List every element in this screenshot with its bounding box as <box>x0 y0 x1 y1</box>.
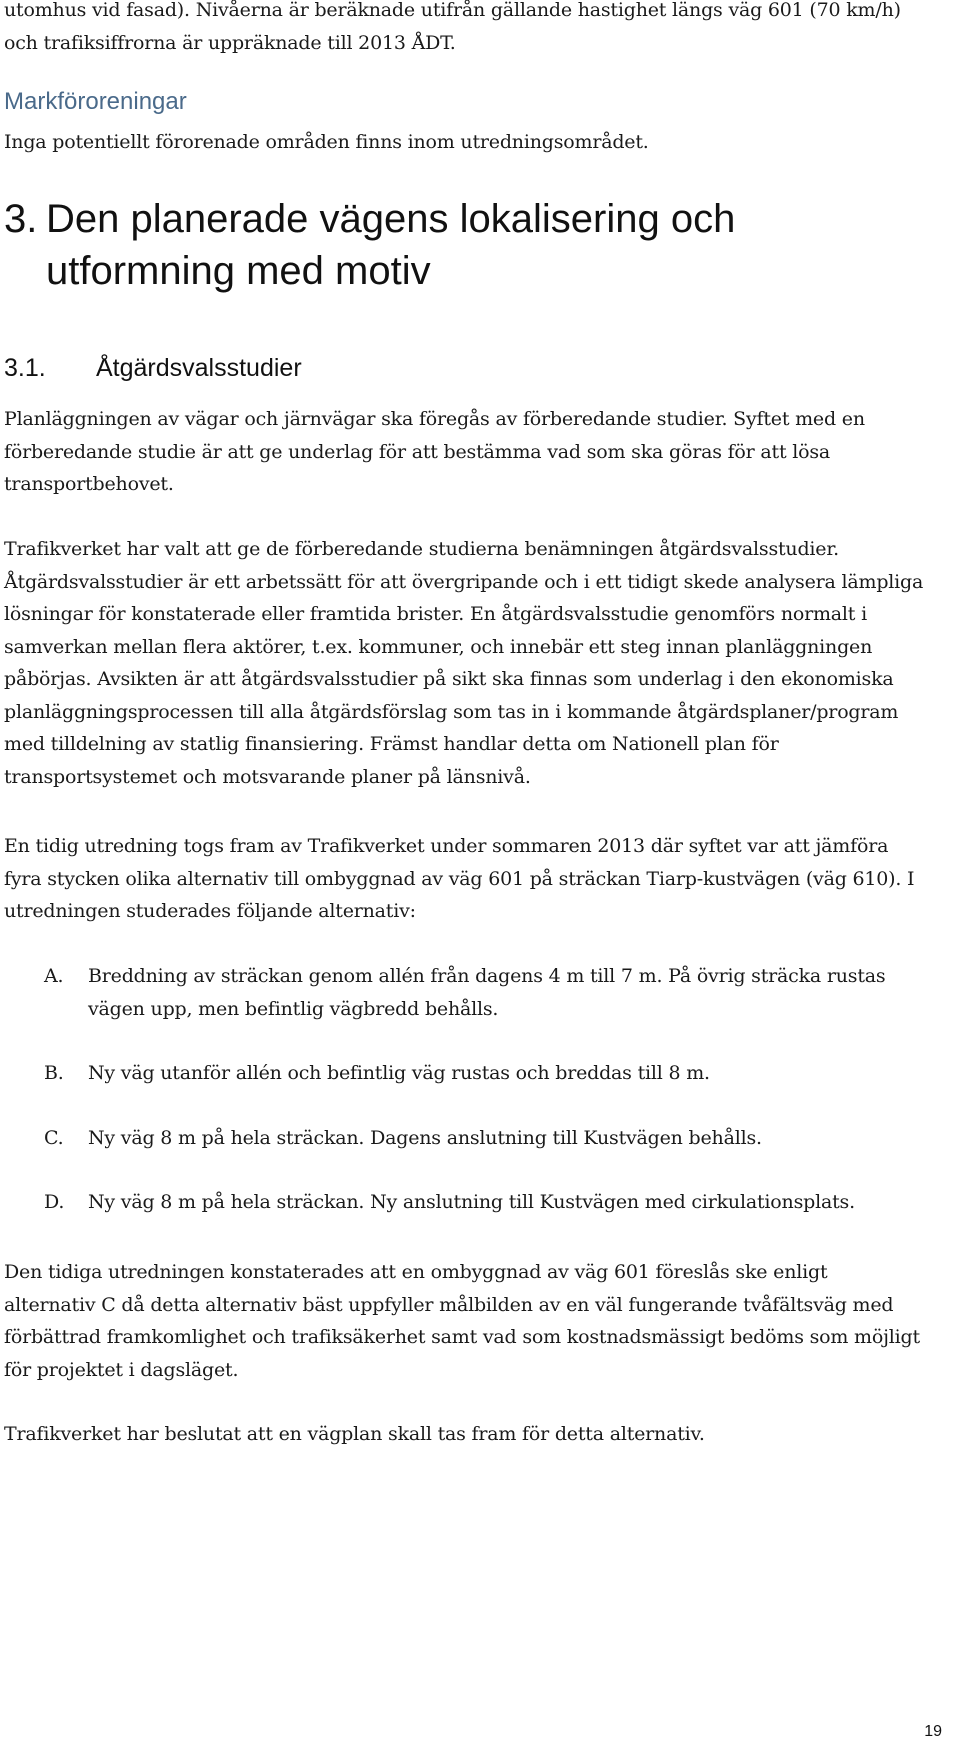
section-3-1-paragraph-4: Den tidiga utredningen konstaterades att en ombyggnad av väg 601 föreslås ske enligt alternativ C då detta alternativ bäst uppfyller målbilden av en väl fungerande tvåfältsväg med förbättrad framkomlighet och trafiksäkerhet samt vad som kostnadsmässigt bedöms som möjligt för projektet i dagsläget. <box>4 1261 920 1381</box>
alternative-marker: C. <box>44 1126 64 1149</box>
alternative-text: Ny väg 8 m på hela sträckan. Dagens anslutning till Kustvägen behålls. <box>88 1126 762 1149</box>
alternative-text: Ny väg utanför allén och befintlig väg rustas och breddas till 8 m. <box>88 1062 710 1084</box>
alternative-text: Breddning av sträckan genom allén från dagens 4 m till 7 m. På övrig sträcka rustas vägen upp, men befintlig vägbredd behålls. <box>88 965 886 1020</box>
section-3-1-title: Åtgärdsvalsstudier <box>96 354 302 382</box>
section-3-number: 3. <box>4 197 38 241</box>
intro-paragraph: utomhus vid fasad). Nivåerna är beräknade utifrån gällande hastighet längs väg 601 (70 km/h) och trafiksiffrorna är uppräknade till 2013 ÅDT. <box>4 0 901 54</box>
alternative-item <box>4 1057 924 1090</box>
alternative-item <box>4 1186 924 1219</box>
section-3-heading <box>4 193 904 297</box>
section-3-title: Den planerade vägens lokalisering och utformning med motiv <box>46 197 736 293</box>
alternative-marker: B. <box>44 1062 64 1084</box>
section-3-1-paragraph-5: Trafikverket har beslutat att en vägplan skall tas fram för detta alternativ. <box>4 1423 705 1445</box>
section-3-1-number: 3.1. <box>4 354 46 382</box>
alternative-marker: D. <box>44 1191 65 1213</box>
markfororeningar-paragraph: Inga potentiellt förorenade områden finns inom utredningsområdet. <box>4 131 649 153</box>
alternative-marker: A. <box>44 965 64 987</box>
markfororeningar-heading: Markföroreningar <box>4 88 187 115</box>
section-3-1-paragraph-2: Trafikverket har valt att ge de förberedande studierna benämningen åtgärdsvalsstudier. Åtgärdsvalsstudier är ett arbetssätt för att övergripande och i ett tidigt skede analysera lämpliga lösningar för konstaterade eller framtida brister. En åtgärdsvalsstudie genomförs normalt i samverkan mellan flera aktörer, t.ex. kommuner, och innebär ett steg innan planläggningen påbörjas. Avsikten är att åtgärdsvalsstudier på sikt ska finnas som underlag i den ekonomiska planläggningsprocessen till alla åtgärdsförslag som tas in i kommande åtgärdsplaner/program med tilldelning av statlig finansiering. Främst handlar detta om Nationell plan för transportsystemet och motsvarande planer på länsnivå. <box>4 538 924 788</box>
alternative-text: Ny väg 8 m på hela sträckan. Ny anslutning till Kustvägen med cirkulationsplats. <box>88 1191 855 1213</box>
alternative-item <box>4 960 924 1025</box>
section-3-1-paragraph-3: En tidig utredning togs fram av Trafikverket under sommaren 2013 där syftet var att jämföra fyra stycken olika alternativ till ombyggnad av väg 601 på sträckan Tiarp-kustvägen (väg 610). I utredningen studerades följande alternativ: <box>4 835 915 922</box>
section-3-1-paragraph-1: Planläggningen av vägar och järnvägar ska föregås av förberedande studier. Syftet med en förberedande studie är att ge underlag för att bestämma vad som ska göras för att lösa transportbehovet. <box>4 408 865 495</box>
alternatives-list <box>4 960 924 1219</box>
alternative-item <box>4 1122 924 1155</box>
page-number: 19 <box>924 1723 942 1740</box>
section-3-1-heading <box>4 352 302 384</box>
